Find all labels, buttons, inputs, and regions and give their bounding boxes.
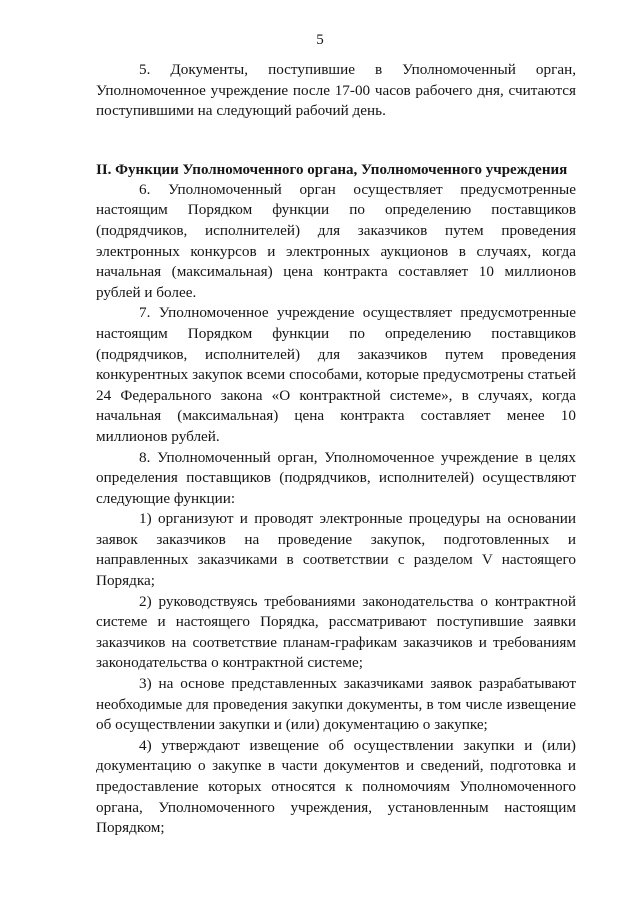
paragraph-7: 7. Уполномоченное учреждение осуществляет предусмотренные настоящим Порядком функции по определению поставщиков (подрядчиков, исполнителей) для заказчиков путем проведения конкурентных закупок всеми способами, которые предусмотрены статьей 24 Федерального закона «О контрактной системе», в случаях, когда начальная (максимальная) цена контракта составляет менее 10 миллионов рублей. bbox=[96, 304, 576, 445]
paragraph-8: 8. Уполномоченный орган, Уполномоченное учреждение в целях определения поставщиков (подрядчиков, исполнителей) осуществляют следующие функции: bbox=[96, 448, 576, 507]
section-heading: II. Функции Уполномоченного органа, Уполномоченного учреждения bbox=[96, 161, 568, 178]
list-item-4: 4) утверждают извещение об осуществлении закупки и (или) документацию о закупке в части документов и сведений, подготовка и предоставление которых относятся к полномочиям Уполномоченного органа, Уполномоченного учреждения, установленным настоящим Порядком; bbox=[96, 736, 576, 837]
list-item-2: 2) руководствуясь требованиями законодательства о контрактной системе и настоящего Порядка, рассматривают поступившие заявки заказчиков на соответствие планам-графикам заказчиков и требованиям законодательства о контрактной системе; bbox=[96, 592, 576, 672]
list-item-1: 1) организуют и проводят электронные процедуры на основании заявок заказчиков на проведение закупок, подготовленных и направленных заказчиками в соответствии с разделом V настоящего Порядка; bbox=[96, 510, 576, 590]
document-body bbox=[96, 60, 576, 839]
page-number: 5 bbox=[316, 32, 324, 48]
paragraph-5: 5. Документы, поступившие в Уполномоченный орган, Уполномоченное учреждение после 17-00 часов рабочего дня, считаются поступившими на следующий рабочий день. bbox=[96, 61, 576, 120]
paragraph-6: 6. Уполномоченный орган осуществляет предусмотренные настоящим Порядком функции по определению поставщиков (подрядчиков, исполнителей) для заказчиков путем проведения электронных конкурсов и электронных аукционов в случаях, когда начальная (максимальная) цена контракта составляет 10 миллионов рублей и более. bbox=[96, 180, 576, 301]
list-item-3: 3) на основе представленных заказчиками заявок разрабатывают необходимые для проведения закупки документы, в том числе извещение об осуществлении закупки и (или) документацию о закупке; bbox=[96, 675, 576, 734]
spacer bbox=[96, 122, 576, 160]
